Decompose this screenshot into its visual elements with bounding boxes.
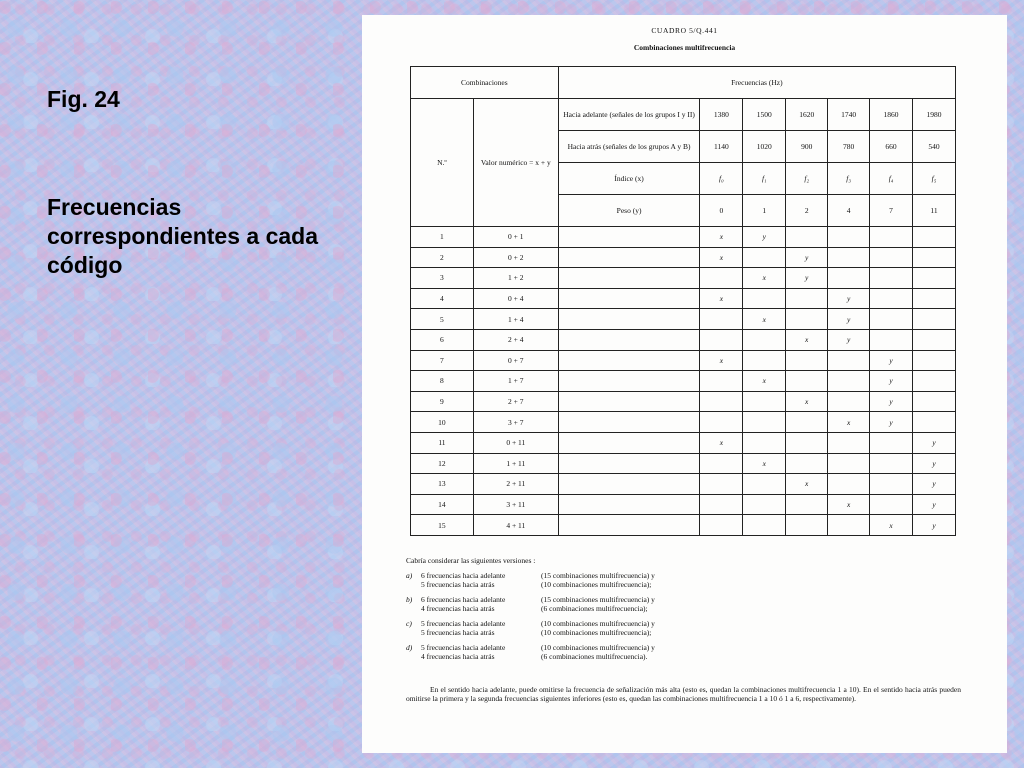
table-row — [411, 288, 956, 309]
row-value: 1 + 2 — [473, 268, 558, 289]
table-caption-number: CUADRO 5/Q.441 — [651, 26, 718, 35]
freq-backward-cell: 900 — [786, 131, 828, 163]
row-mark: x — [743, 309, 786, 330]
row-mark: x — [743, 453, 786, 474]
header-forward: Hacia adelante (señales de los grupos I y II) — [558, 99, 700, 131]
row-mark — [828, 268, 870, 289]
index-cell: f₂ — [786, 163, 828, 195]
freq-forward-cell: 1980 — [913, 99, 956, 131]
row-mark — [743, 515, 786, 536]
row-value: 0 + 7 — [473, 350, 558, 371]
row-mark — [786, 432, 828, 453]
row-blank — [558, 268, 700, 289]
row-mark: x — [700, 227, 743, 248]
notes-title: Cabría considerar las siguientes versiones : — [406, 556, 536, 565]
note-paragraph: En el sentido hacia adelante, puede omitirse la frecuencia de señalización más alta (esto es, quedan la combinaciones multifrecuencia 1 a 10). En el sentido hacia atrás pueden omitirse la primera y la segunda frecuencias siguientes inferiores (esto es, quedan las combinaciones multifrecuencia 1 a 10 ó 1 a 6, respectivamente). — [406, 685, 961, 703]
row-mark — [913, 371, 956, 392]
row-mark — [700, 474, 743, 495]
row-mark: x — [743, 268, 786, 289]
row-mark — [786, 309, 828, 330]
frequency-table — [410, 66, 956, 536]
row-mark: y — [786, 268, 828, 289]
weight-cell: 4 — [828, 195, 870, 227]
option-line1-b: (10 combinaciones multifrecuencia) y — [541, 619, 655, 628]
option-lines — [421, 619, 841, 637]
scanned-document — [362, 15, 1007, 753]
version-option — [406, 595, 966, 613]
row-mark: y — [828, 288, 870, 309]
row-mark — [700, 412, 743, 433]
row-mark — [828, 453, 870, 474]
row-value: 0 + 11 — [473, 432, 558, 453]
row-blank — [558, 453, 700, 474]
row-mark — [913, 309, 956, 330]
table-row — [411, 494, 956, 515]
table-row — [411, 432, 956, 453]
row-mark: x — [700, 247, 743, 268]
table-row — [411, 515, 956, 536]
header-valor: Valor numérico = x + y — [473, 99, 558, 227]
option-line2-a: 4 frecuencias hacia atrás — [421, 652, 495, 661]
row-value: 3 + 7 — [473, 412, 558, 433]
option-line2-b: (10 combinaciones multifrecuencia); — [541, 628, 652, 637]
option-line1-a: 5 frecuencias hacia adelante — [421, 619, 506, 628]
row-mark — [828, 432, 870, 453]
row-number: 15 — [411, 515, 474, 536]
freq-backward-cell: 540 — [913, 131, 956, 163]
row-mark — [786, 371, 828, 392]
row-number: 4 — [411, 288, 474, 309]
freq-forward-cell: 1380 — [700, 99, 743, 131]
freq-backward-cell: 780 — [828, 131, 870, 163]
row-mark — [700, 453, 743, 474]
row-number: 6 — [411, 329, 474, 350]
row-value: 4 + 11 — [473, 515, 558, 536]
row-blank — [558, 329, 700, 350]
row-mark: y — [913, 432, 956, 453]
row-mark — [743, 350, 786, 371]
table-row — [411, 474, 956, 495]
row-mark — [828, 350, 870, 371]
index-cell: f₃ — [828, 163, 870, 195]
row-blank — [558, 227, 700, 248]
table-caption-title: Combinaciones multifrecuencia — [633, 43, 736, 52]
row-mark — [743, 412, 786, 433]
row-value: 1 + 4 — [473, 309, 558, 330]
option-lines — [421, 643, 841, 661]
row-mark — [828, 474, 870, 495]
row-blank — [558, 494, 700, 515]
row-mark — [700, 309, 743, 330]
row-mark — [913, 247, 956, 268]
row-mark — [828, 247, 870, 268]
row-blank — [558, 474, 700, 495]
freq-forward-cell: 1500 — [743, 99, 786, 131]
slide-text — [47, 86, 347, 280]
row-mark — [786, 412, 828, 433]
row-blank — [558, 350, 700, 371]
row-mark: y — [913, 453, 956, 474]
row-mark: y — [828, 329, 870, 350]
row-number: 9 — [411, 391, 474, 412]
row-mark — [870, 474, 913, 495]
row-number: 14 — [411, 494, 474, 515]
row-number: 3 — [411, 268, 474, 289]
row-mark — [913, 268, 956, 289]
row-mark — [700, 391, 743, 412]
row-mark — [743, 432, 786, 453]
row-mark — [743, 329, 786, 350]
header-no: N.º — [411, 99, 474, 227]
notes-section — [406, 556, 966, 667]
option-line1-a: 6 frecuencias hacia adelante — [421, 571, 506, 580]
row-number: 13 — [411, 474, 474, 495]
option-line2-b: (6 combinaciones multifrecuencia); — [541, 604, 648, 613]
row-mark — [870, 268, 913, 289]
version-option — [406, 571, 966, 589]
row-value: 1 + 11 — [473, 453, 558, 474]
option-line2-b: (6 combinaciones multifrecuencia). — [541, 652, 648, 661]
row-mark — [913, 412, 956, 433]
option-line1-b: (15 combinaciones multifrecuencia) y — [541, 571, 655, 580]
row-blank — [558, 288, 700, 309]
row-mark — [743, 494, 786, 515]
option-line2-a: 4 frecuencias hacia atrás — [421, 604, 495, 613]
row-value: 1 + 7 — [473, 371, 558, 392]
freq-backward-cell: 1020 — [743, 131, 786, 163]
option-line1-a: 6 frecuencias hacia adelante — [421, 595, 506, 604]
row-mark: y — [913, 474, 956, 495]
index-cell: f₁ — [743, 163, 786, 195]
option-line1-a: 5 frecuencias hacia adelante — [421, 643, 506, 652]
row-mark — [828, 515, 870, 536]
row-mark — [700, 329, 743, 350]
row-mark: y — [828, 309, 870, 330]
row-number: 8 — [411, 371, 474, 392]
row-mark — [786, 515, 828, 536]
row-blank — [558, 515, 700, 536]
row-blank — [558, 309, 700, 330]
row-mark: y — [870, 391, 913, 412]
row-mark: x — [786, 329, 828, 350]
row-mark — [786, 453, 828, 474]
row-value: 2 + 11 — [473, 474, 558, 495]
row-mark: x — [828, 412, 870, 433]
row-mark: y — [743, 227, 786, 248]
weight-cell: 11 — [913, 195, 956, 227]
row-mark: x — [700, 288, 743, 309]
option-line1-b: (15 combinaciones multifrecuencia) y — [541, 595, 655, 604]
row-mark — [870, 453, 913, 474]
option-lines — [421, 571, 841, 589]
row-mark: y — [870, 412, 913, 433]
row-mark — [786, 494, 828, 515]
row-number: 7 — [411, 350, 474, 371]
index-cell: f₅ — [913, 163, 956, 195]
row-mark — [913, 329, 956, 350]
row-mark: y — [870, 350, 913, 371]
table-row — [411, 371, 956, 392]
weight-cell: 0 — [700, 195, 743, 227]
row-mark — [913, 227, 956, 248]
freq-backward-cell: 660 — [870, 131, 913, 163]
row-mark — [700, 371, 743, 392]
table-row — [411, 391, 956, 412]
row-mark — [786, 350, 828, 371]
row-value: 0 + 4 — [473, 288, 558, 309]
row-number: 10 — [411, 412, 474, 433]
weight-cell: 2 — [786, 195, 828, 227]
row-blank — [558, 391, 700, 412]
row-number: 5 — [411, 309, 474, 330]
header-indice: Índice (x) — [558, 163, 700, 195]
table-row — [411, 453, 956, 474]
table-row — [411, 268, 956, 289]
row-value: 2 + 4 — [473, 329, 558, 350]
table-row — [411, 329, 956, 350]
row-mark — [743, 288, 786, 309]
option-line1-b: (10 combinaciones multifrecuencia) y — [541, 643, 655, 652]
freq-forward-cell: 1620 — [786, 99, 828, 131]
row-mark — [913, 288, 956, 309]
freq-forward-cell: 1860 — [870, 99, 913, 131]
row-mark — [828, 371, 870, 392]
version-option — [406, 643, 966, 661]
weight-cell: 7 — [870, 195, 913, 227]
row-mark: y — [870, 371, 913, 392]
header-backward: Hacia atrás (señales de los grupos A y B) — [558, 131, 700, 163]
version-option — [406, 619, 966, 637]
row-number: 2 — [411, 247, 474, 268]
row-mark — [870, 432, 913, 453]
row-mark — [743, 391, 786, 412]
row-mark — [870, 288, 913, 309]
row-mark — [870, 247, 913, 268]
index-cell: f₄ — [870, 163, 913, 195]
row-number: 1 — [411, 227, 474, 248]
figure-label: Fig. 24 — [47, 86, 120, 112]
option-letter: d) — [406, 643, 413, 652]
table-row — [411, 412, 956, 433]
row-blank — [558, 432, 700, 453]
table-row — [411, 350, 956, 371]
option-line2-b: (10 combinaciones multifrecuencia); — [541, 580, 652, 589]
row-mark — [870, 494, 913, 515]
index-cell: f₀ — [700, 163, 743, 195]
row-mark — [786, 227, 828, 248]
row-mark — [870, 227, 913, 248]
row-mark: x — [786, 474, 828, 495]
option-letter: a) — [406, 571, 413, 580]
row-mark: x — [786, 391, 828, 412]
row-value: 3 + 11 — [473, 494, 558, 515]
weight-cell: 1 — [743, 195, 786, 227]
figure-description: Frecuencias correspondientes a cada código — [47, 194, 318, 278]
row-mark: y — [913, 515, 956, 536]
option-lines — [421, 595, 841, 613]
row-mark — [870, 309, 913, 330]
row-mark: x — [828, 494, 870, 515]
row-mark — [743, 474, 786, 495]
row-mark: y — [786, 247, 828, 268]
row-mark — [786, 288, 828, 309]
row-mark — [700, 494, 743, 515]
row-mark — [913, 350, 956, 371]
row-number: 12 — [411, 453, 474, 474]
row-value: 0 + 2 — [473, 247, 558, 268]
option-letter: c) — [406, 619, 412, 628]
row-mark — [828, 391, 870, 412]
row-mark: y — [913, 494, 956, 515]
row-mark — [700, 515, 743, 536]
row-blank — [558, 412, 700, 433]
row-value: 0 + 1 — [473, 227, 558, 248]
row-blank — [558, 247, 700, 268]
row-mark — [870, 329, 913, 350]
option-letter: b) — [406, 595, 413, 604]
header-combinaciones: Combinaciones — [411, 67, 559, 99]
row-number: 11 — [411, 432, 474, 453]
row-mark — [913, 391, 956, 412]
table-row — [411, 309, 956, 330]
row-value: 2 + 7 — [473, 391, 558, 412]
freq-backward-cell: 1140 — [700, 131, 743, 163]
table-row — [411, 227, 956, 248]
row-mark — [743, 247, 786, 268]
header-frecuencias: Frecuencias (Hz) — [558, 67, 955, 99]
header-peso: Peso (y) — [558, 195, 700, 227]
table-row — [411, 247, 956, 268]
row-blank — [558, 371, 700, 392]
freq-forward-cell: 1740 — [828, 99, 870, 131]
row-mark: x — [870, 515, 913, 536]
option-line2-a: 5 frecuencias hacia atrás — [421, 580, 495, 589]
row-mark: x — [700, 350, 743, 371]
option-line2-a: 5 frecuencias hacia atrás — [421, 628, 495, 637]
row-mark — [700, 268, 743, 289]
row-mark: x — [700, 432, 743, 453]
row-mark: x — [743, 371, 786, 392]
row-mark — [828, 227, 870, 248]
